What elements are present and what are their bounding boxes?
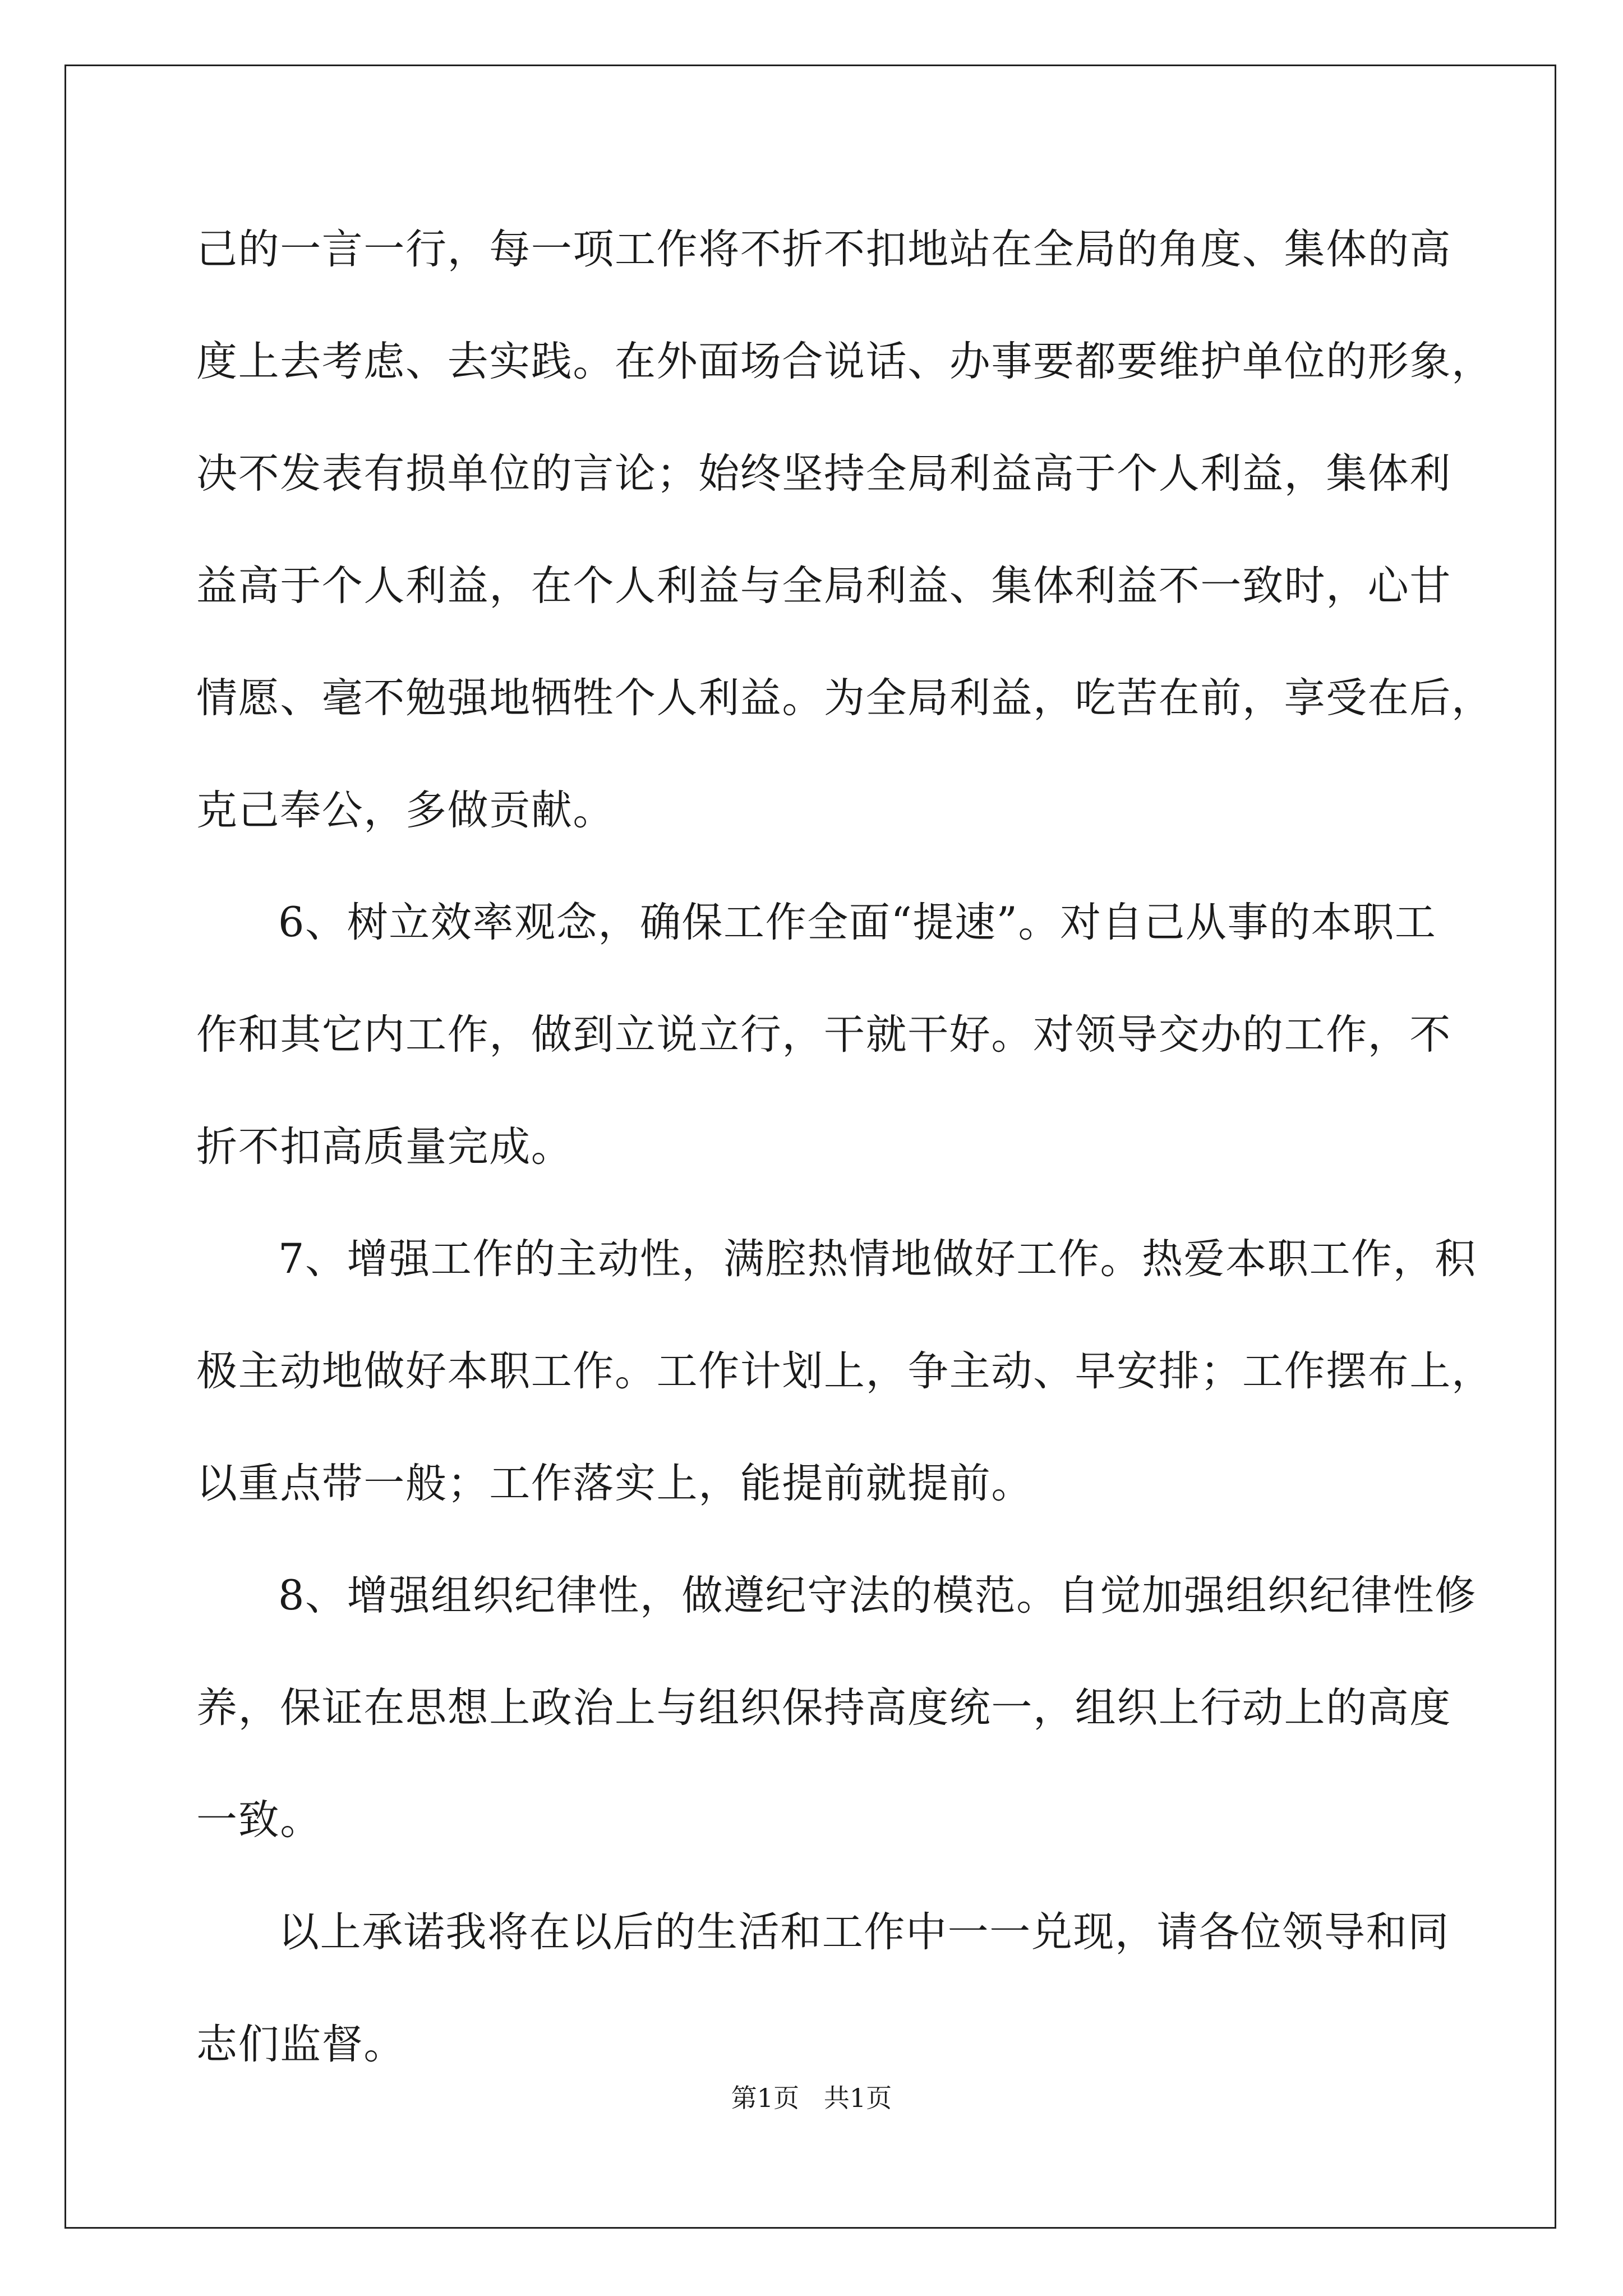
text-line: 折不扣高质量完成。 <box>196 1123 573 1171</box>
text-line: 志们监督。 <box>196 2021 405 2068</box>
paragraph-6-start: 6、树立效率观念，确保工作全面“提速”。对自己从事的本职工 <box>278 899 1437 946</box>
text-line: 极主动地做好本职工作。工作计划上，争主动、早安排；工作摆布上， <box>196 1347 1493 1395</box>
closing-paragraph-start: 以上承诺我将在以后的生活和工作中一一兑现，请各位领导和同 <box>278 1908 1450 1956</box>
paragraph-7-start: 7、增强工作的主动性，满腔热情地做好工作。热爱本职工作，积 <box>278 1235 1477 1283</box>
text-line: 度上去考虑、去实践。在外面场合说话、办事要都要维护单位的形象， <box>196 338 1493 385</box>
page-footer: 第1页 共1页 <box>731 2083 892 2113</box>
text-line: 作和其它内工作，做到立说立行，干就干好。对领导交办的工作，不 <box>196 1011 1451 1059</box>
text-line: 养，保证在思想上政治上与组织保持高度统一，组织上行动上的高度 <box>196 1684 1451 1732</box>
text-line: 以重点带一般；工作落实上，能提前就提前。 <box>196 1460 1033 1507</box>
text-line: 己的一言一行，每一项工作将不折不扣地站在全局的角度、集体的高 <box>196 226 1451 273</box>
text-line: 一致。 <box>196 1796 322 1844</box>
document-body <box>196 210 1493 2118</box>
paragraph-8-start: 8、增强组织纪律性，做遵纪守法的模范。自觉加强组织纪律性修 <box>278 1572 1477 1619</box>
text-line: 克己奉公，多做贡献。 <box>196 786 615 834</box>
text-line: 益高于个人利益，在个人利益与全局利益、集体利益不一致时，心甘 <box>196 562 1451 610</box>
text-line: 决不发表有损单位的言论；始终坚持全局利益高于个人利益，集体利 <box>196 450 1451 498</box>
text-line: 情愿、毫不勉强地牺牲个人利益。为全局利益，吃苦在前，享受在后， <box>196 674 1493 722</box>
